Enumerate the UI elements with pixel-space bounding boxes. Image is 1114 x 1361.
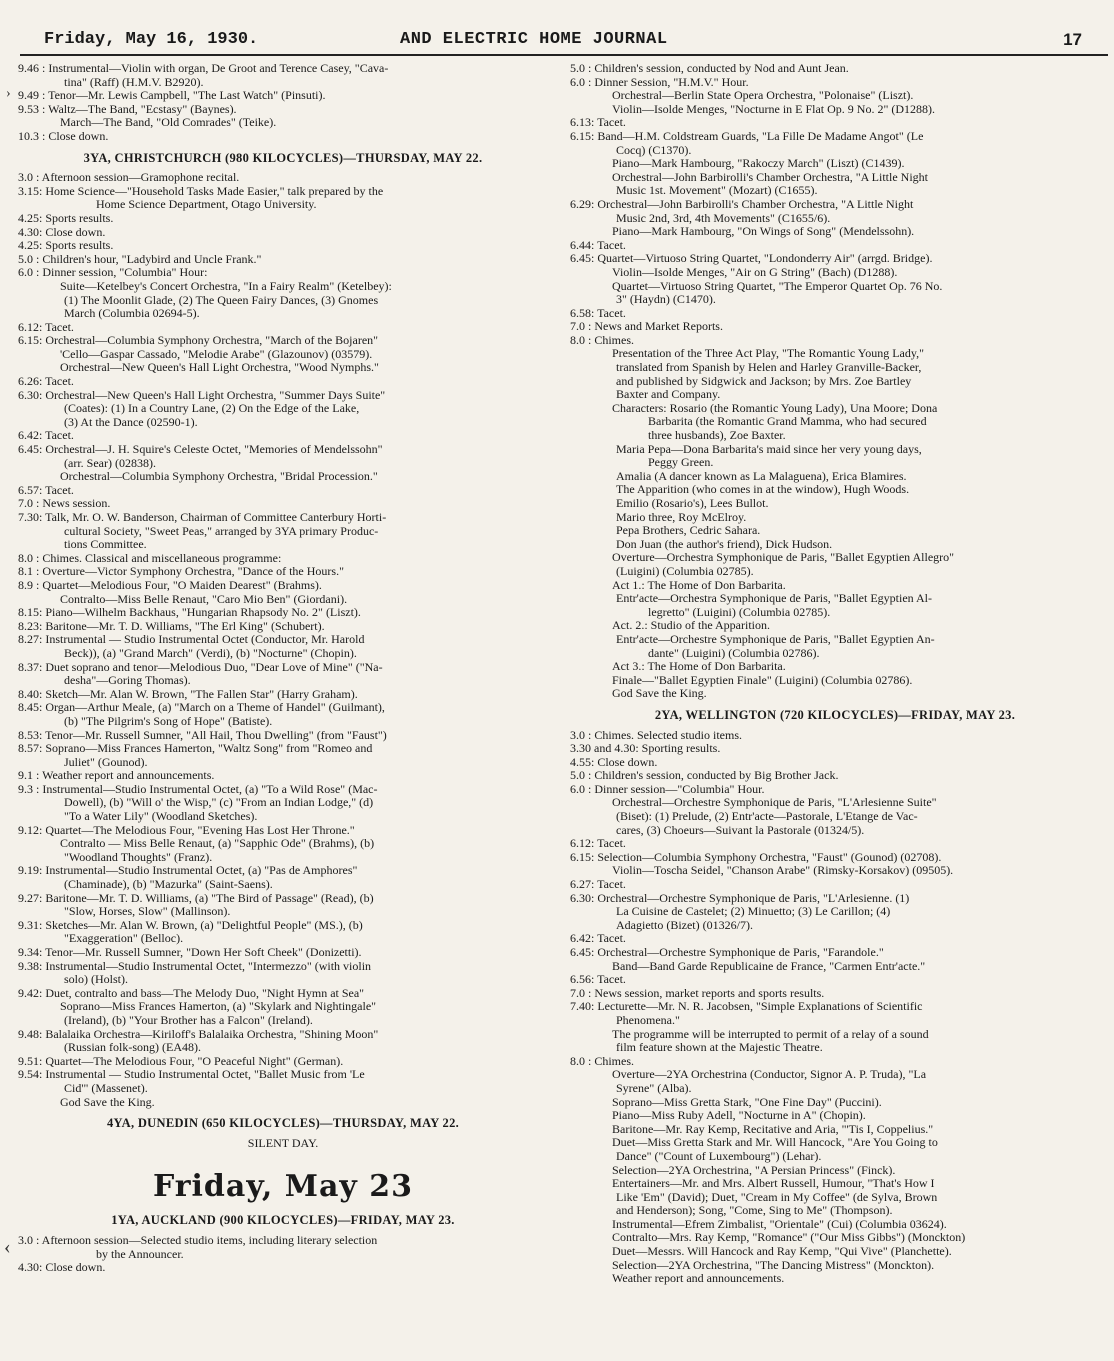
schedule-line: 6.29: Orchestral—John Barbirolli's Chamber Orchestra, "A Little Night <box>570 197 914 211</box>
schedule-line: 6.15: Orchestral—Columbia Symphony Orchestra, "March of the Bojaren" <box>18 334 379 348</box>
continuation-line: Beck)), (a) "Grand March" (Verdi), (b) "Nocturne" (Chopin). <box>64 646 357 660</box>
continuation-line: (Luigini) (Columbia 02785). <box>616 564 754 578</box>
continuation-line: Like 'Em" (David); Duet, "Cream in My Coffee" (de Sylva, Brown <box>616 1190 938 1204</box>
item-line: Duet—Messrs. Will Hancock and Ray Kemp, "Qui Vive" (Planchette). <box>612 1245 952 1259</box>
schedule-line: 8.53: Tenor—Mr. Russell Sumner, "All Hail, Thou Dwelling" (from "Faust") <box>18 728 387 742</box>
schedule-line: 7.0 : News session. <box>18 497 111 511</box>
schedule-line: 5.0 : Children's hour, "Ladybird and Uncle Frank." <box>18 252 262 266</box>
item-line: Entertainers—Mr. and Mrs. Albert Russell, Humour, "That's How I <box>612 1177 935 1191</box>
station-heading: 2YA, WELLINGTON (720 KILOCYCLES)—FRIDAY, MAY 23. <box>654 707 1016 722</box>
schedule-line: 6.0 : Dinner Session, "H.M.V." Hour. <box>570 75 749 89</box>
item-line: Act. 2.: Studio of the Apparition. <box>612 619 770 633</box>
schedule-line: 3.0 : Afternoon session—Gramophone recital. <box>18 171 240 185</box>
continuation-line: (1) The Moonlit Glade, (2) The Queen Fairy Dances, (3) Gnomes <box>64 293 379 307</box>
item-line: Piano—Miss Ruby Adell, "Nocturne in A" (Chopin). <box>612 1109 866 1123</box>
station-heading: 1YA, AUCKLAND (900 KILOCYCLES)—FRIDAY, MAY 23. <box>111 1213 455 1228</box>
continuation-line: March (Columbia 02694-5). <box>64 307 200 321</box>
schedule-line: 9.34: Tenor—Mr. Russell Sumner, "Down Her Soft Cheek" (Donizetti). <box>18 946 362 959</box>
schedule-line: 4.25: Sports results. <box>18 211 114 225</box>
continuation-line: (Chaminade), (b) "Mazurka" (Saint-Saens). <box>64 878 273 892</box>
item-line: Selection—2YA Orchestrina, "The Dancing Mistress" (Monckton). <box>612 1258 935 1272</box>
schedule-line: 6.42: Tacet. <box>18 429 74 443</box>
schedule-line: 6.26: Tacet. <box>18 375 74 389</box>
item-line: Orchestral—John Barbirolli's Chamber Orchestra, "A Little Night <box>612 170 928 184</box>
continuation-line: (Ireland), (b) "Your Brother has a Falcon" (Ireland). <box>64 1013 313 1027</box>
schedule-line: 6.44: Tacet. <box>570 238 626 252</box>
continuation-line: Peggy Green. <box>648 456 714 470</box>
continuation-line: Cid'" (Massenet). <box>64 1081 148 1095</box>
item-line: Overture—Orchestra Symphonique de Paris, "Ballet Egyptien Allegro" <box>612 551 955 565</box>
schedule-line: 6.30: Orchestral—Orchestre Symphonique de Paris, "L'Arlesienne. (1) <box>570 891 910 905</box>
schedule-line: 6.57: Tacet. <box>18 483 74 497</box>
schedule-line: 6.58: Tacet. <box>570 306 626 320</box>
item-line: Overture—2YA Orchestrina (Conductor, Signor A. P. Truda), "La <box>612 1068 927 1082</box>
item-line: Presentation of the Three Act Play, "The Romantic Young Lady," <box>612 347 924 361</box>
item-line: Baritone—Mr. Ray Kemp, Recitative and Aria, "'Tis I, Coppelius." <box>612 1122 934 1136</box>
continuation-line: and Henderson); Song, "Come, Sing to Me" (Thompson). <box>616 1204 893 1218</box>
left-column <box>18 62 548 1275</box>
schedule-line: 8.9 : Quartet—Melodious Four, "O Maiden Dearest" (Brahms). <box>18 578 322 592</box>
item-line: Finale—"Ballet Egyptien Finale" (Luigini) (Columbia 02786). <box>612 673 913 687</box>
continuation-line: "Woodland Thoughts" (Franz). <box>64 850 213 864</box>
continuation-line: and published by Sidgwick and Jackson; by Mrs. Zoe Bartley <box>616 374 912 388</box>
item-line: Quartet—Virtuoso String Quartet, "The Emperor Quartet Op. 76 No. <box>612 279 943 293</box>
continuation-line: Mario three, Roy McElroy. <box>616 510 747 524</box>
continuation-line: translated from Spanish by Helen and Harley Granville-Backer, <box>616 361 922 375</box>
continuation-line: (Biset): (1) Prelude, (2) Entr'acte—Pastorale, L'Etange de Vac- <box>616 810 918 824</box>
schedule-line: 9.42: Duet, contralto and bass—The Melody Duo, "Night Hymn at Sea" <box>18 986 365 1000</box>
continuation-line: Emilio (Rosario's), Lees Bullot. <box>616 497 769 510</box>
continuation-line: Entr'acte—Orchestre Symphonique de Paris, "Ballet Egyptien An- <box>616 632 935 646</box>
continuation-line: "Slow, Horses, Slow" (Mallinson). <box>64 905 231 919</box>
item-line: God Save the King. <box>60 1095 155 1109</box>
schedule-line: 6.42: Tacet. <box>570 932 626 946</box>
schedule-line: 6.0 : Dinner session—"Columbia" Hour. <box>570 782 765 796</box>
item-line: Piano—Mark Hambourg, "Rakoczy March" (Liszt) (C1439). <box>612 157 905 171</box>
schedule-line: 4.55: Close down. <box>570 755 658 769</box>
continuation-line: tina" (Raff) (H.M.V. B2920). <box>64 75 204 89</box>
continuation-line: Cocq) (C1370). <box>616 143 692 157</box>
schedule-line: 3.0 : Afternoon session—Selected studio items, including literary selection <box>18 1233 378 1247</box>
header-title: AND ELECTRIC HOME JOURNAL <box>400 30 668 49</box>
item-line: God Save the King. <box>612 687 707 701</box>
margin-mark: ‹ <box>4 1236 11 1258</box>
schedule-line: 7.30: Talk, Mr. O. W. Banderson, Chairman of Committee Canterbury Horti- <box>18 511 387 524</box>
schedule-line: 8.57: Soprano—Miss Frances Hamerton, "Waltz Song" from "Romeo and <box>18 742 373 756</box>
continuation-line: (Coates): (1) In a Country Lane, (2) On the Edge of the Lake, <box>64 402 360 416</box>
continuation-line: Phenomena." <box>616 1013 680 1027</box>
station-heading: 3YA, CHRISTCHURCH (980 KILOCYCLES)—THURSDAY, MAY 22. <box>83 150 483 165</box>
schedule-line: 8.27: Instrumental — Studio Instrumental Octet (Conductor, Mr. Harold <box>18 633 365 647</box>
continuation-line: by the Announcer. <box>96 1247 184 1261</box>
continuation-line: cares, (3) Choeurs—Suivant la Pastorale (01324/5). <box>616 823 865 837</box>
margin-mark: › <box>6 86 11 101</box>
continuation-line: (Russian folk-song) (EA48). <box>64 1041 201 1055</box>
schedule-line: 7.40: Lecturette—Mr. N. R. Jacobsen, "Simple Explanations of Scientific <box>570 1000 923 1014</box>
item-line: Act 1.: The Home of Don Barbarita. <box>612 578 786 592</box>
schedule-line: 9.38: Instrumental—Studio Instrumental Octet, "Intermezzo" (with violin <box>18 959 372 973</box>
schedule-line: 8.0 : Chimes. <box>570 333 635 347</box>
item-line: Instrumental—Efrem Zimbalist, "Orientale" (Cui) (Columbia 03624). <box>612 1217 947 1231</box>
station-heading: 4YA, DUNEDIN (650 KILOCYCLES)—THURSDAY, MAY 22. <box>106 1116 460 1131</box>
schedule-line: 6.45: Orchestral—J. H. Squire's Celeste Octet, "Memories of Mendelssohn" <box>18 443 383 457</box>
continuation-line: "To a Water Lily" (Woodland Sketches). <box>64 810 258 824</box>
schedule-line: 4.30: Close down. <box>18 225 106 239</box>
item-line: Characters: Rosario (the Romantic Young Lady), Una Moore; Dona <box>612 401 938 415</box>
item-line: March—The Band, "Old Comrades" (Teike). <box>60 116 277 130</box>
schedule-line: 9.54: Instrumental — Studio Instrumental Octet, "Ballet Music from 'Le <box>18 1068 365 1082</box>
item-line: Soprano—Miss Frances Hamerton, (a) "Skylark and Nightingale" <box>60 1000 377 1014</box>
schedule-line: 9.31: Sketches—Mr. Alan W. Brown, (a) "Delightful People" (MS.), (b) <box>18 918 363 932</box>
schedule-line: 8.23: Baritone—Mr. T. D. Williams, "The Erl King" (Schubert). <box>18 619 325 633</box>
schedule-line: 6.13: Tacet. <box>570 116 626 130</box>
item-line: Violin—Isolde Menges, "Nocturne in E Flat Op. 9 No. 2" (D1288). <box>612 102 936 116</box>
continuation-line: (arr. Sear) (02838). <box>64 456 156 470</box>
continuation-line: Music 1st. Movement" (Mozart) (C1655). <box>616 184 818 198</box>
continuation-line: Entr'acte—Orchestra Symphonique de Paris, "Ballet Egyptien Al- <box>616 592 932 606</box>
item-line: Contralto—Mrs. Ray Kemp, "Romance" ("Our Miss Gibbs") (Monckton) <box>612 1231 966 1245</box>
schedule-line: 3.30 and 4.30: Sporting results. <box>570 742 721 756</box>
schedule-line: 6.15: Selection—Columbia Symphony Orchestra, "Faust" (Gounod) (02708). <box>570 850 942 864</box>
schedule-line: 8.0 : Chimes. <box>570 1054 635 1068</box>
continuation-line: (3) At the Dance (02590-1). <box>64 415 198 429</box>
schedule-line: 9.46 : Instrumental—Violin with organ, De Groot and Terence Casey, "Cava- <box>18 62 389 75</box>
item-line: Act 3.: The Home of Don Barbarita. <box>612 660 786 674</box>
continuation-line: cultural Society, "Sweet Peas," arranged by 3YA primary Produc- <box>64 524 379 538</box>
continuation-line: Dowell), (b) "Will o' the Wisp," (c) "From an Indian Lodge," (d) <box>64 796 374 810</box>
schedule-line: 6.15: Band—H.M. Coldstream Guards, "La Fille De Madame Angot" (Le <box>570 129 924 143</box>
continuation-line: "Exaggeration" (Belloc). <box>64 932 184 946</box>
continuation-line: solo) (Holst). <box>64 973 128 987</box>
continuation-line: (b) "The Pilgrim's Song of Hope" (Batiste). <box>64 714 273 728</box>
schedule-line: 8.40: Sketch—Mr. Alan W. Brown, "The Fallen Star" (Harry Graham). <box>18 687 358 701</box>
schedule-line: 6.30: Orchestral—New Queen's Hall Light Orchestra, "Summer Days Suite" <box>18 388 386 402</box>
continuation-line: Music 2nd, 3rd, 4th Movements" (C1655/6). <box>616 211 831 225</box>
schedule-line: 6.12: Tacet. <box>570 837 626 851</box>
schedule-line: 10.3 : Close down. <box>18 129 109 143</box>
header-date: Friday, May 16, 1930. <box>44 30 259 49</box>
day-heading: Friday, May 23 <box>152 1169 414 1205</box>
schedule-line: 6.27: Tacet. <box>570 878 626 892</box>
schedule-line: 7.0 : News session, market reports and sports results. <box>570 986 825 1000</box>
schedule-line: 3.15: Home Science—"Household Tasks Made Easier," talk prepared by the <box>18 184 384 198</box>
continuation-line: dante" (Luigini) (Columbia 02786). <box>648 646 820 660</box>
item-line: Band—Band Garde Republicaine de France, "Carmen Entr'acte." <box>612 959 926 973</box>
item-line: Orchestral—Columbia Symphony Orchestra, "Bridal Procession." <box>60 470 378 484</box>
schedule-line: 6.0 : Dinner session, "Columbia" Hour: <box>18 266 208 280</box>
schedule-line: 9.3 : Instrumental—Studio Instrumental Octet, (a) "To a Wild Rose" (Mac- <box>18 782 378 796</box>
continuation-line: Pepa Brothers, Cedric Sahara. <box>616 524 761 538</box>
schedule-line: 8.1 : Overture—Victor Symphony Orchestra, "Dance of the Hours." <box>18 565 344 579</box>
continuation-line: film feature shown at the Majestic Theatre. <box>616 1041 823 1055</box>
schedule-line: 8.45: Organ—Arthur Meale, (a) "March on a Theme of Handel" (Guilmant), <box>18 701 385 715</box>
continuation-line: Juliet" (Gounod). <box>64 755 148 769</box>
continuation-line: Amalia (A dancer known as La Malaguena), Erica Blamires. <box>616 469 907 483</box>
schedule-line: 4.25: Sports results. <box>18 239 114 253</box>
continuation-line: Maria Pepa—Dona Barbarita's maid since her very young days, <box>616 442 922 456</box>
silent-day-note: SILENT DAY. <box>247 1135 319 1150</box>
item-line: Violin—Toscha Seidel, "Chanson Arabe" (Rimsky-Korsakov) (09505). <box>612 864 954 878</box>
header-rule <box>20 54 1108 56</box>
schedule-line: 8.37: Duet soprano and tenor—Melodious Duo, "Dear Love of Mine" ("Na- <box>18 660 383 674</box>
continuation-line: Dance" ("Count of Luxembourg") (Lehar). <box>616 1149 822 1163</box>
continuation-line: Home Science Department, Otago University. <box>96 198 317 212</box>
item-line: Duet—Miss Gretta Stark and Mr. Will Hancock, "Are You Going to <box>612 1136 938 1150</box>
item-line: Orchestral—Berlin State Opera Orchestra, "Polonaise" (Liszt). <box>612 89 914 103</box>
continuation-line: three husbands), Zoe Baxter. <box>648 429 786 443</box>
item-line: 'Cello—Gaspar Cassado, "Melodie Arabe" (Glazounov) (03579). <box>60 347 373 361</box>
right-column <box>570 62 1100 1286</box>
item-line: Selection—2YA Orchestrina, "A Persian Princess" (Finck). <box>612 1163 896 1177</box>
item-line: Orchestral—New Queen's Hall Light Orchestra, "Wood Nymphs." <box>60 361 379 375</box>
schedule-line: 5.0 : Children's session, conducted by Nod and Aunt Jean. <box>570 62 849 75</box>
schedule-line: 9.19: Instrumental—Studio Instrumental Octet, (a) "Pas de Amphores" <box>18 864 358 878</box>
schedule-line: 9.48: Balalaika Orchestra—Kiriloff's Balalaika Orchestra, "Shining Moon" <box>18 1027 379 1041</box>
schedule-line: 7.0 : News and Market Reports. <box>570 320 723 334</box>
continuation-line: legretto" (Luigini) (Columbia 02785). <box>648 605 831 619</box>
item-line: Orchestral—Orchestre Symphonique de Paris, "L'Arlesienne Suite" <box>612 796 937 810</box>
schedule-line: 3.0 : Chimes. Selected studio items. <box>570 728 742 742</box>
schedule-line: 5.0 : Children's session, conducted by Big Brother Jack. <box>570 769 839 783</box>
schedule-line: 9.49 : Tenor—Mr. Lewis Campbell, "The Last Watch" (Pinsuti). <box>18 89 326 103</box>
schedule-line: 8.15: Piano—Wilhelm Backhaus, "Hungarian Rhapsody No. 2" (Liszt). <box>18 606 361 620</box>
item-line: Violin—Isolde Menges, "Air on G String" (Bach) (D1288). <box>612 265 898 279</box>
continuation-line: La Cuisine de Castelet; (2) Minuetto; (3) Le Carillon; (4) <box>616 905 891 919</box>
continuation-line: Syrene" (Alba). <box>616 1081 692 1095</box>
schedule-line: 9.12: Quartet—The Melodious Four, "Evening Has Lost Her Throne." <box>18 823 355 837</box>
schedule-line: 8.0 : Chimes. Classical and miscellaneous programme: <box>18 551 282 565</box>
item-line: The programme will be interrupted to permit of a relay of a sound <box>612 1027 929 1041</box>
page-header <box>40 26 1100 54</box>
item-line: Piano—Mark Hambourg, "On Wings of Song" (Mendelssohn). <box>612 225 915 239</box>
schedule-line: 6.45: Quartet—Virtuoso String Quartet, "Londonderry Air" (arrgd. Bridge). <box>570 252 933 266</box>
schedule-line: 9.1 : Weather report and announcements. <box>18 769 215 783</box>
item-line: Contralto — Miss Belle Renaut, (a) "Sapphic Ode" (Brahms), (b) <box>60 837 375 851</box>
schedule-line: 9.53 : Waltz—The Band, "Ecstasy" (Baynes). <box>18 102 237 116</box>
schedule-line: 6.56: Tacet. <box>570 973 626 987</box>
continuation-line: Baxter and Company. <box>616 388 721 402</box>
page-number: 17 <box>1063 30 1082 49</box>
schedule-line: 6.45: Orchestral—Orchestre Symphonique de Paris, "Farandole." <box>570 946 884 959</box>
schedule-line: 9.27: Baritone—Mr. T. D. Williams, (a) "The Bird of Passage" (Read), (b) <box>18 891 374 905</box>
continuation-line: Adagietto (Bizet) (01326/7). <box>616 918 753 932</box>
schedule-line: 4.30: Close down. <box>18 1261 106 1275</box>
item-line: Contralto—Miss Belle Renaut, "Caro Mio Ben" (Giordani). <box>60 592 348 606</box>
continuation-line: The Apparition (who comes in at the window), Hugh Woods. <box>616 483 910 497</box>
continuation-line: Don Juan (the author's friend), Dick Hudson. <box>616 537 833 551</box>
item-line: Weather report and announcements. <box>612 1272 785 1286</box>
continuation-line: desha"—Goring Thomas). <box>64 674 191 688</box>
continuation-line: tions Committee. <box>64 538 147 552</box>
schedule-line: 9.51: Quartet—The Melodious Four, "O Peaceful Night" (German). <box>18 1054 344 1068</box>
item-line: Suite—Ketelbey's Concert Orchestra, "In a Fairy Realm" (Ketelbey): <box>60 279 392 293</box>
schedule-line: 6.12: Tacet. <box>18 320 74 334</box>
item-line: Soprano—Miss Gretta Stark, "One Fine Day" (Puccini). <box>612 1095 882 1109</box>
continuation-line: 3" (Haydn) (C1470). <box>616 293 716 307</box>
continuation-line: Barbarita (the Romantic Grand Mamma, who had secured <box>648 415 927 429</box>
